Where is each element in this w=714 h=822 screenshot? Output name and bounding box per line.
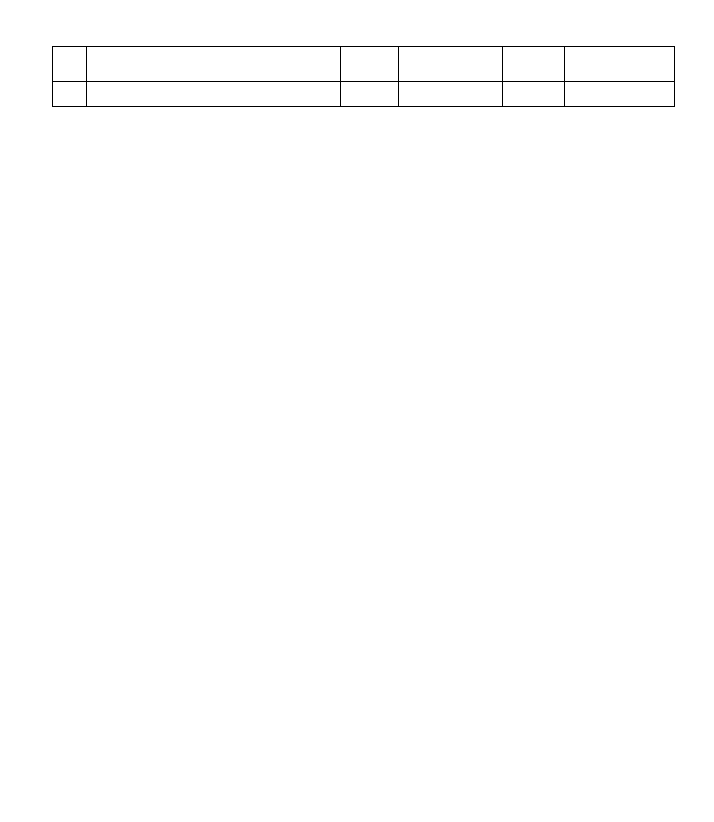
header-cell: [503, 47, 565, 82]
organization-cell: [87, 82, 341, 107]
mediation-table: [52, 46, 675, 107]
header-cell: [399, 47, 503, 82]
header-cell: [565, 47, 675, 82]
table-header-row: [53, 47, 675, 82]
table-row: [53, 82, 675, 107]
mediator-cell: [503, 82, 565, 107]
contact-phone-cell: [399, 82, 503, 107]
table-body: [53, 82, 675, 107]
header-cell: [341, 47, 399, 82]
header-cell: [87, 47, 341, 82]
row-number-cell: [53, 82, 87, 107]
person-in-charge-cell: [341, 82, 399, 107]
header-cell: [53, 47, 87, 82]
mediator-phone-cell: [565, 82, 675, 107]
document-title: [52, 8, 674, 38]
